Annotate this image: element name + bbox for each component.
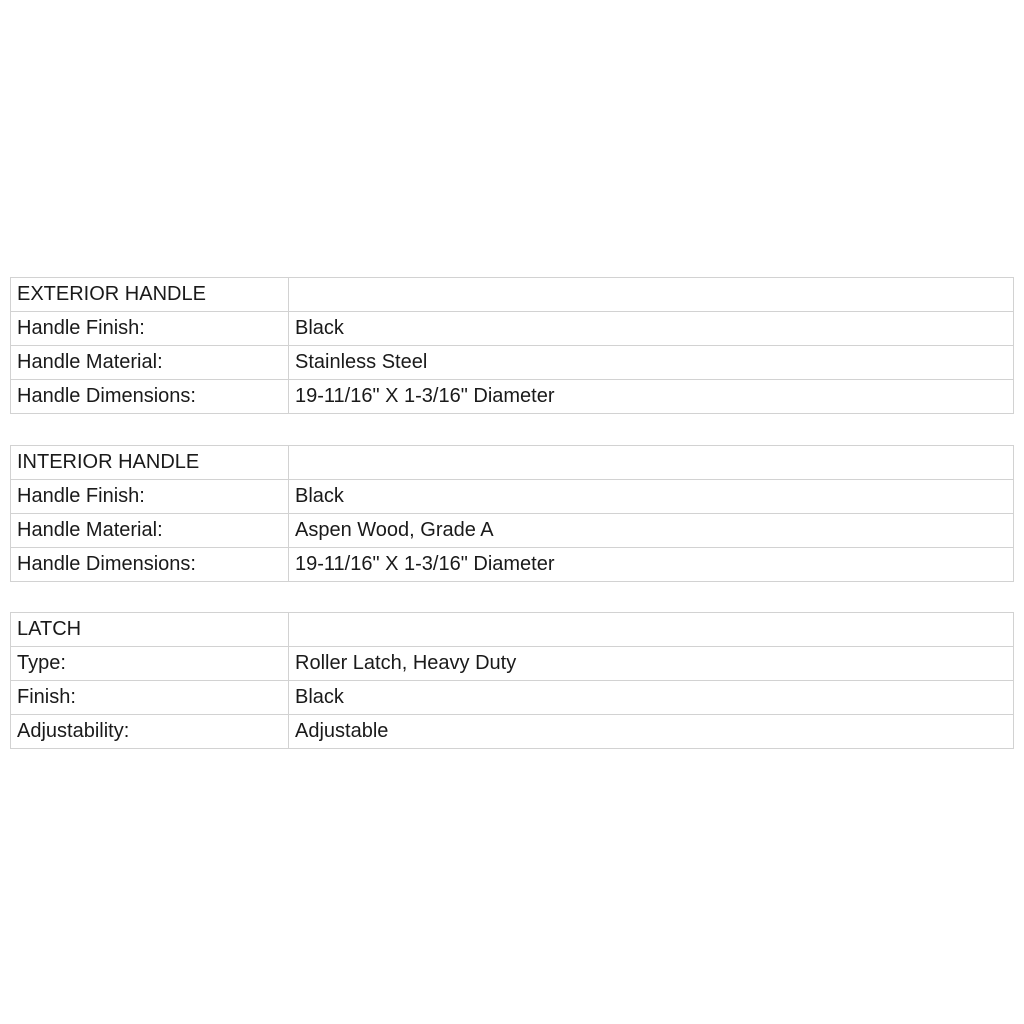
spec-value: 19-11/16" X 1-3/16" Diameter <box>289 380 1014 414</box>
section-heading: LATCH <box>11 613 289 647</box>
table-row <box>11 346 1014 380</box>
table-row <box>11 380 1014 414</box>
spec-value: Adjustable <box>289 715 1014 749</box>
spec-label: Handle Dimensions: <box>11 548 289 582</box>
table-row <box>11 548 1014 582</box>
table-row <box>11 681 1014 715</box>
spec-value: Black <box>289 681 1014 715</box>
spec-value: Black <box>289 480 1014 514</box>
spec-value: Roller Latch, Heavy Duty <box>289 647 1014 681</box>
spec-label: Handle Material: <box>11 514 289 548</box>
table-row <box>11 715 1014 749</box>
spec-value: 19-11/16" X 1-3/16" Diameter <box>289 548 1014 582</box>
empty-cell <box>289 446 1014 480</box>
section-heading: INTERIOR HANDLE <box>11 446 289 480</box>
table-row <box>11 647 1014 681</box>
spec-label: Handle Finish: <box>11 480 289 514</box>
empty-cell <box>289 278 1014 312</box>
section-heading: EXTERIOR HANDLE <box>11 278 289 312</box>
table-header-row <box>11 613 1014 647</box>
latch-spec-table <box>10 612 1014 749</box>
spec-value: Stainless Steel <box>289 346 1014 380</box>
spec-label: Handle Material: <box>11 346 289 380</box>
spec-value: Aspen Wood, Grade A <box>289 514 1014 548</box>
spec-label: Finish: <box>11 681 289 715</box>
table-row <box>11 312 1014 346</box>
spec-label: Handle Dimensions: <box>11 380 289 414</box>
spec-label: Handle Finish: <box>11 312 289 346</box>
table-header-row <box>11 278 1014 312</box>
spec-label: Type: <box>11 647 289 681</box>
table-header-row <box>11 446 1014 480</box>
table-row <box>11 480 1014 514</box>
spec-label: Adjustability: <box>11 715 289 749</box>
exterior-handle-spec-table <box>10 277 1014 414</box>
table-row <box>11 514 1014 548</box>
interior-handle-spec-table <box>10 445 1014 582</box>
empty-cell <box>289 613 1014 647</box>
spec-value: Black <box>289 312 1014 346</box>
